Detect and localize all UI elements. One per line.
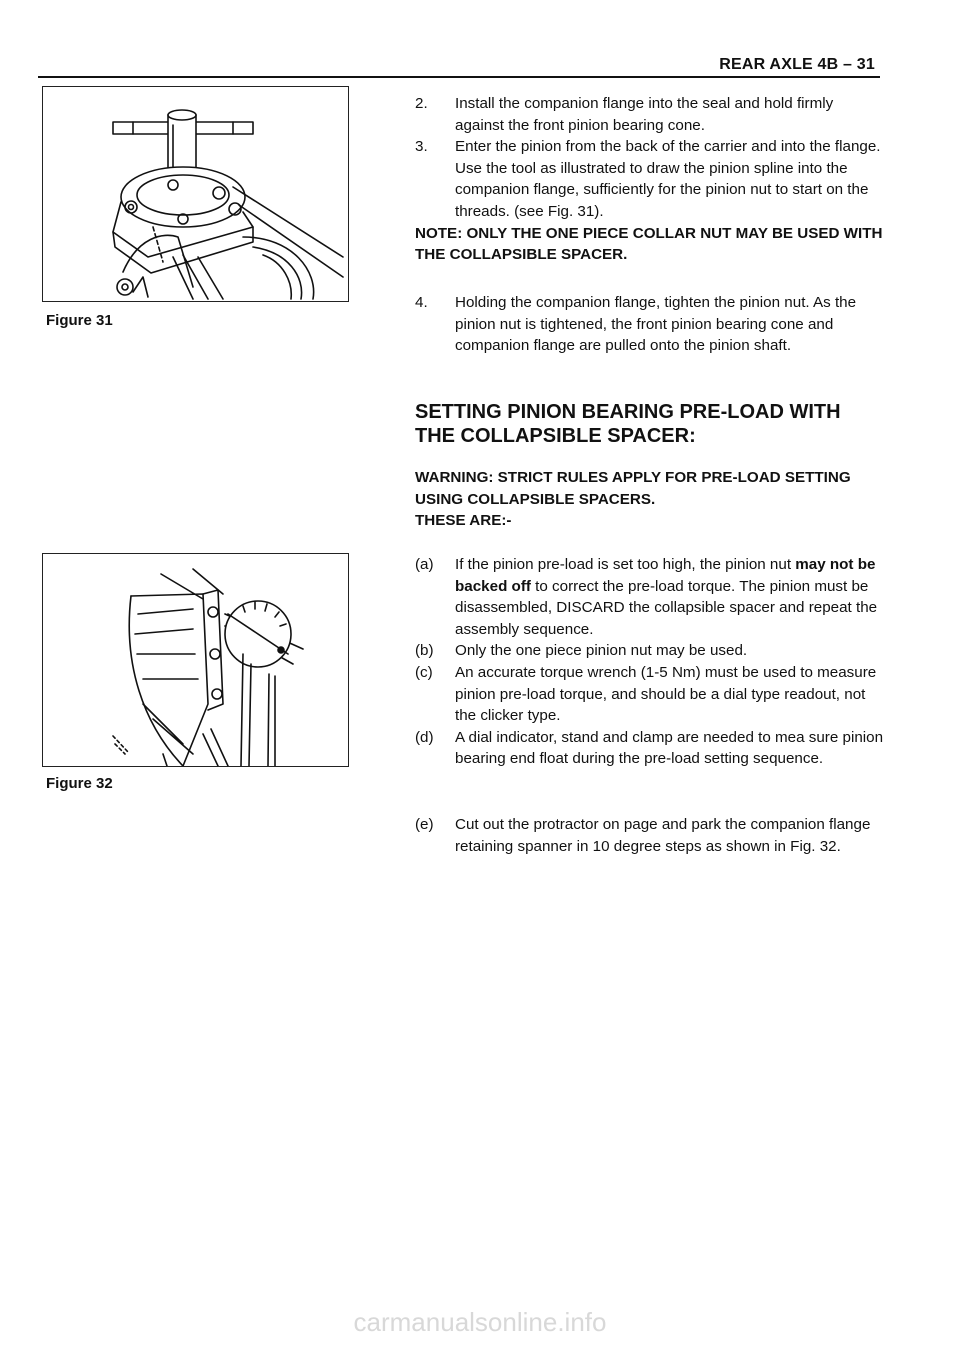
step-text: Holding the companion flange, tighten the pinion nut. As the pinion nut is tightened, the front pinion bearing cone and companion flange are pulled onto the pinion shaft. — [455, 294, 857, 355]
rule-text-pre: If the pinion pre-load is set too high, the pinion nut — [455, 556, 796, 573]
page-title: REAR AXLE 4B – 31 — [719, 56, 875, 73]
rule-label: (c) — [415, 663, 433, 681]
list-item — [415, 662, 885, 727]
list-item — [415, 640, 885, 662]
rule-text — [455, 554, 885, 640]
rule-label: (a) — [415, 556, 434, 573]
figure-32-caption: Figure 32 — [46, 775, 113, 792]
rule-text: A dial indicator, stand and clamp are needed to mea sure pinion bearing end float during the pre-load setting sequence. — [455, 728, 884, 768]
rule-text: Cut out the protractor on page and park the companion flange retaining spanner in 10 degree steps as shown in Fig. 32. — [455, 816, 871, 855]
warning-block — [415, 467, 855, 532]
step-4 — [415, 292, 885, 357]
steps-top — [415, 93, 885, 266]
rule-label: (e) — [415, 816, 434, 833]
list-item — [415, 292, 885, 357]
step-number: 3. — [415, 138, 428, 156]
figure-32-illustration — [42, 553, 349, 767]
warning-text: WARNING: STRICT RULES APPLY FOR PRE-LOAD SETTING USING COLLAPSIBLE SPACERS. — [415, 469, 851, 508]
section-heading: SETTING PINION BEARING PRE-LOAD WITH THE COLLAPSIBLE SPACER: — [415, 401, 841, 447]
rules-list — [415, 554, 885, 770]
note-text: NOTE: ONLY THE ONE PIECE COLLAR NUT MAY BE USED WITH THE COLLAPSIBLE SPACER. — [415, 224, 883, 264]
step-number: 2. — [415, 95, 428, 112]
figure-31-caption: Figure 31 — [46, 312, 113, 329]
rule-text-bold: may not be backed off — [455, 556, 876, 595]
rule-text: Only the one piece pinion nut may be used. — [455, 642, 748, 660]
step-number: 4. — [415, 294, 428, 311]
list-item — [415, 727, 885, 770]
figure-31-illustration — [42, 86, 349, 302]
rule-text: An accurate torque wrench (1-5 Nm) must be used to measure pinion pre-load torque, and should be a dial type readout, not the clicker type. — [455, 663, 877, 725]
header-divider — [38, 76, 880, 78]
warning-subtext: THESE ARE:- — [415, 512, 512, 530]
list-item — [415, 136, 885, 222]
list-item — [415, 93, 885, 136]
rule-e — [415, 814, 885, 857]
rule-label: (b) — [415, 642, 434, 660]
list-item — [415, 814, 885, 857]
list-item — [415, 554, 885, 640]
watermark: carmanualsonline.info — [353, 1307, 607, 1337]
step-text: Enter the pinion from the back of the carrier and into the flange. Use the tool as illustrated to draw the pinion spline into the companion flange, sufficiently for the pinion nut to start on the threads. (see Fig. 31). — [455, 138, 881, 220]
rule-label: (d) — [415, 728, 434, 746]
step-text: Install the companion flange into the seal and hold firmly against the front pinion bearing cone. — [455, 95, 834, 134]
rule-text-post: to correct the pre-load torque. The pinion must be disassembled, DISCARD the collapsible spacer and repeat the assembly sequence. — [455, 577, 878, 638]
